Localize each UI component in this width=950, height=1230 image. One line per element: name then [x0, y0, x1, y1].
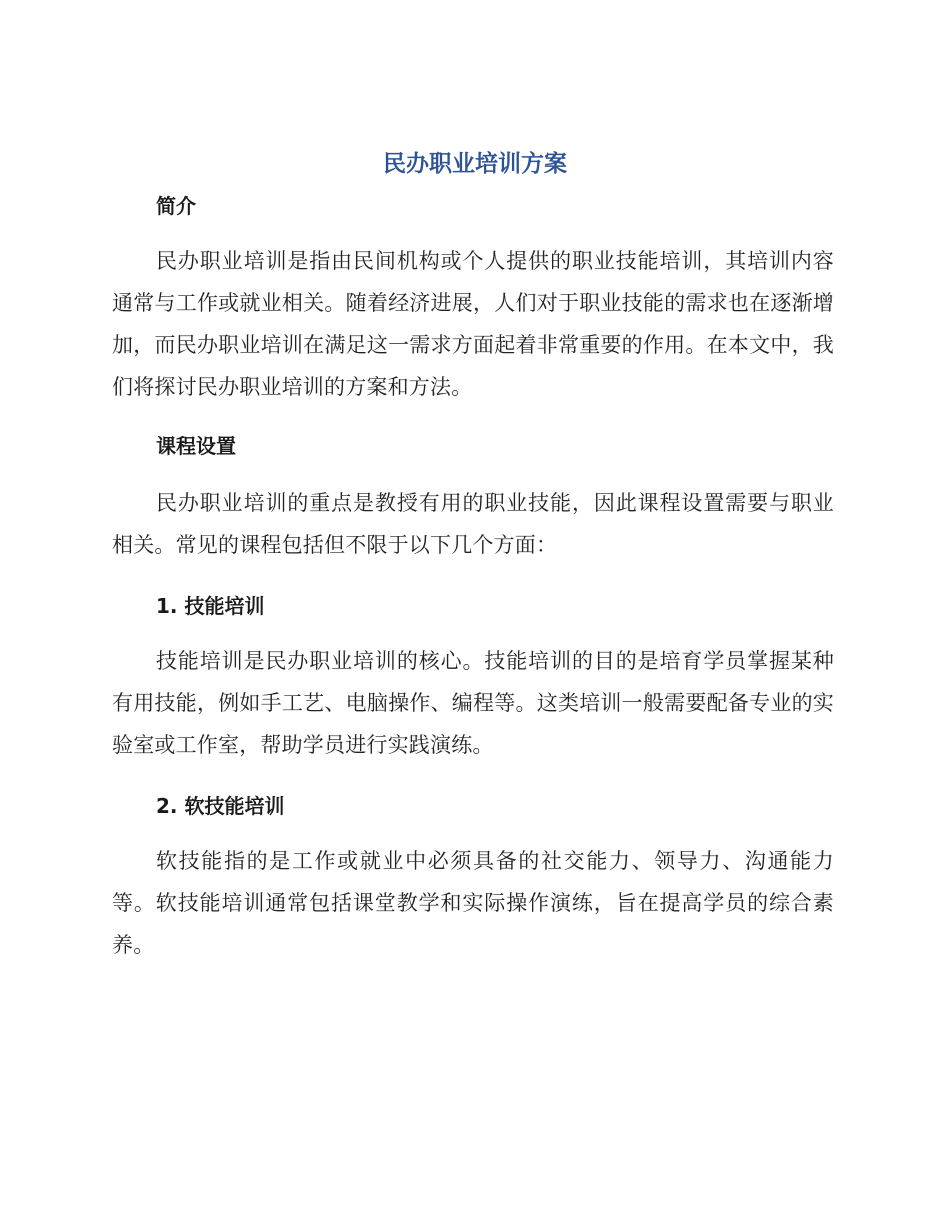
section-heading-soft-skill-training: 2. 软技能培训	[156, 794, 285, 818]
section-heading-course: 课程设置	[156, 434, 236, 458]
page-title: 民办职业培训方案	[383, 151, 567, 177]
paragraph-soft-skill-training: 软技能指的是工作或就业中必须具备的社交能力、领导力、沟通能力等。软技能培训通常包括课堂教学和实际操作演练，旨在提高学员的综合素养。	[112, 849, 834, 957]
section-heading-intro: 简介	[156, 194, 196, 218]
paragraph-course: 民办职业培训的重点是教授有用的职业技能，因此课程设置需要与职业相关。常见的课程包括但不限于以下几个方面：	[112, 491, 834, 557]
paragraph-skill-training: 技能培训是民办职业培训的核心。技能培训的目的是培育学员掌握某种有用技能，例如手工艺、电脑操作、编程等。这类培训一般需要配备专业的实验室或工作室，帮助学员进行实践演练。	[112, 649, 834, 757]
document-body	[112, 188, 834, 966]
paragraph-intro: 民办职业培训是指由民间机构或个人提供的职业技能培训，其培训内容通常与工作或就业相关。随着经济进展，人们对于职业技能的需求也在逐渐增加，而民办职业培训在满足这一需求方面起着非常重要的作用。在本文中，我们将探讨民办职业培训的方案和方法。	[112, 249, 834, 399]
section-heading-skill-training: 1. 技能培训	[156, 594, 265, 618]
